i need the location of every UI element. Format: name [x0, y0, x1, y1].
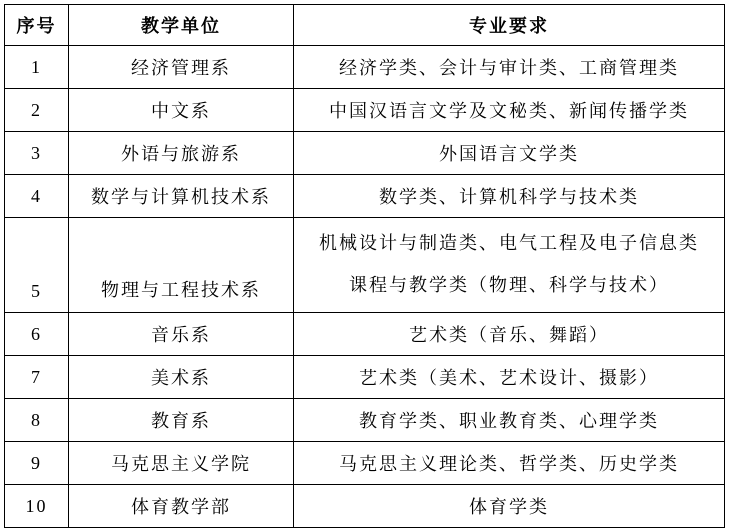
row-number: 6 — [5, 313, 69, 356]
header-unit: 教学单位 — [69, 5, 294, 46]
row-unit: 美术系 — [69, 356, 294, 399]
row-major: 外国语言文学类 — [294, 132, 725, 175]
row-unit: 教育系 — [69, 399, 294, 442]
row-unit: 物理与工程技术系 — [69, 218, 294, 313]
row-unit: 马克思主义学院 — [69, 442, 294, 485]
table-row — [5, 89, 725, 132]
row-number: 7 — [5, 356, 69, 399]
header-number: 序号 — [5, 5, 69, 46]
table-row — [5, 485, 725, 528]
row-major: 艺术类（音乐、舞蹈） — [294, 313, 725, 356]
row-number: 3 — [5, 132, 69, 175]
table-row — [5, 442, 725, 485]
table-row — [5, 218, 725, 313]
row-unit: 外语与旅游系 — [69, 132, 294, 175]
row-major: 马克思主义理论类、哲学类、历史学类 — [294, 442, 725, 485]
table-row — [5, 313, 725, 356]
row-major: 教育学类、职业教育类、心理学类 — [294, 399, 725, 442]
header-major: 专业要求 — [294, 5, 725, 46]
row-major: 艺术类（美术、艺术设计、摄影） — [294, 356, 725, 399]
row-major: 数学类、计算机科学与技术类 — [294, 175, 725, 218]
table-row — [5, 46, 725, 89]
majors-table — [4, 4, 725, 528]
row-major: 经济学类、会计与审计类、工商管理类 — [294, 46, 725, 89]
row-unit: 中文系 — [69, 89, 294, 132]
table-row — [5, 175, 725, 218]
row-number: 4 — [5, 175, 69, 218]
row-number: 10 — [5, 485, 69, 528]
table-header-row — [5, 5, 725, 46]
table-row — [5, 356, 725, 399]
row-unit: 数学与计算机技术系 — [69, 175, 294, 218]
row-major — [294, 218, 725, 313]
row-unit: 音乐系 — [69, 313, 294, 356]
row-number: 1 — [5, 46, 69, 89]
row-major-line-1: 机械设计与制造类、电气工程及电子信息类 — [319, 233, 699, 254]
row-major: 中国汉语言文学及文秘类、新闻传播学类 — [294, 89, 725, 132]
row-unit: 体育教学部 — [69, 485, 294, 528]
row-number: 5 — [5, 218, 69, 313]
table-row — [5, 132, 725, 175]
row-unit: 经济管理系 — [69, 46, 294, 89]
row-number: 8 — [5, 399, 69, 442]
row-major-line-2: 课程与教学类（物理、科学与技术） — [349, 275, 669, 296]
row-number: 2 — [5, 89, 69, 132]
table-row — [5, 399, 725, 442]
row-major: 体育学类 — [294, 485, 725, 528]
row-number: 9 — [5, 442, 69, 485]
